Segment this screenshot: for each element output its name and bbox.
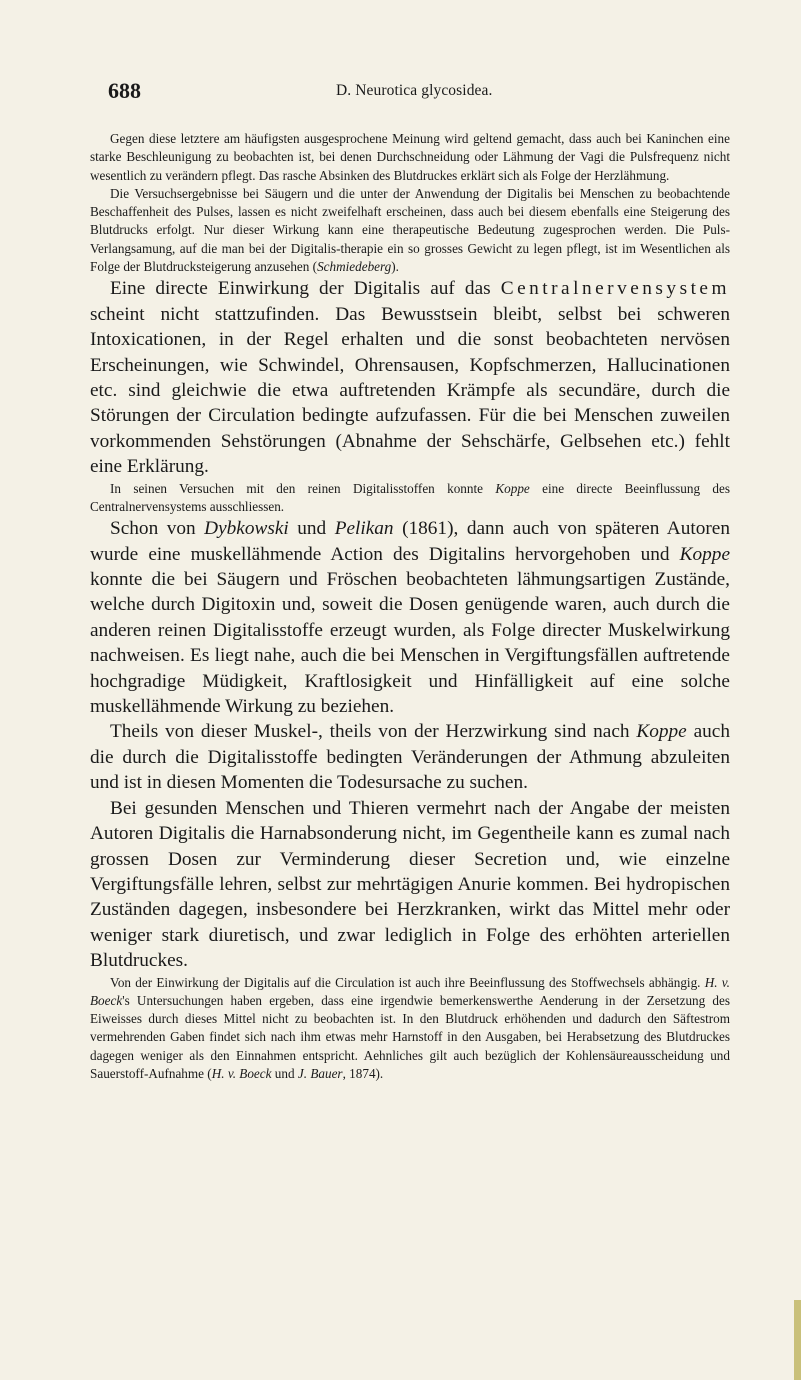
citation: H. v. Boeck <box>211 1066 272 1082</box>
page-header <box>108 78 728 108</box>
running-head: D. Neurotica glycosidea. <box>336 82 493 99</box>
text: konnte die bei Säugern und Fröschen beobachteten lähmungsartigen Zustände, welche durch Digitoxin und, soweit die Dosen genügende waren, auch durch die anderen reinen Digitalisstoffe erzeugt wurden, als Folge directer Muskelwirkung nachweisen. Es liegt nahe, auch die bei Menschen in Vergiftungsfällen auftretende hochgradige Müdigkeit, Kraftlosigkeit und Hinfälligkeit auf eine solche muskellähmende Wirkung zu beziehen. <box>90 569 730 718</box>
text: scheint nicht stattzufinden. Das Bewusstsein bleibt, selbst bei schweren Intoxicationen, in der Regel erhalten und die sonst beobachteten nervösen Erscheinungen, wie Schwindel, Ohrensausen, Kopfschmerzen, Hallucinationen etc. sind gleichwie die etwa auftretenden Krämpfe als secundäre, durch die Störungen der Circulation bedingte aufzufassen. Für die bei Menschen zuweilen vorkommenden Sehstörungen (Abnahme der Sehschärfe, Gelbsehen etc.) fehlt eine Erklärung. <box>90 303 730 478</box>
text: Die Versuchsergebnisse bei Säugern und die unter der Anwendung der Digitalis bei Menschen zu beobachtende Beschaffenheit des Pulses, lassen es nicht zweifelhaft erscheinen, dass auch bei diesem ebenfalls eine Steigerung des Blutdrucks erfolgt. Nur dieser Wirkung kann eine therapeutische Bedeutung zugesprochen werden. Die Puls-Verlangsamung, auf die man bei der Digitalis-therapie ein so grosses Gewicht zu legen pflegt, ist im Wesentlichen als Folge der Blutdrucksteigerung anzusehen ( <box>90 185 730 275</box>
page-edge-stain <box>794 1300 801 1380</box>
citation: Koppe <box>636 721 687 743</box>
text: , 1874). <box>342 1066 384 1082</box>
text: eine directe Beeinflussung des Centralnervensystems ausschliessen. <box>90 480 731 514</box>
text: Theils von dieser Muskel-, theils von der Herzwirkung sind nach <box>110 721 637 743</box>
citation: Dybkowski <box>204 518 289 540</box>
citation: Pelikan <box>334 518 394 540</box>
text: auch die durch die Digitalisstoffe bedingten Veränderungen der Athmung abzuleiten und ist in diesen Momenten die Todesursache zu suchen. <box>90 721 730 794</box>
paragraph-small-1 <box>90 130 730 185</box>
citation: Koppe <box>679 543 730 565</box>
text: und <box>271 1066 298 1082</box>
text: Gegen diese letztere am häufigsten ausgesprochene Meinung wird geltend gemacht, dass auch bei Kaninchen eine starke Beschleunigung zu beobachten ist, bei denen Durchschneidung oder Lähmung der Vagi die Pulsfrequenz nicht wesentlich zu verändern pflegt. Das rasche Absinken des Blutdruckes erklärt sich als Folge der Herzlähmung. <box>90 131 730 183</box>
citation: Koppe <box>495 480 530 496</box>
citation: J. Bauer <box>297 1066 343 1082</box>
text: Von der Einwirkung der Digitalis auf die Circulation ist auch ihre Beeinflussung des Stoffwechsels abhängig. <box>110 974 705 990</box>
paragraph-small-4 <box>90 974 730 1084</box>
paragraph-large-4 <box>90 796 730 974</box>
paragraph-large-2 <box>90 516 730 719</box>
paragraph-large-1 <box>90 276 730 479</box>
paragraph-large-3 <box>90 719 730 795</box>
citation: H. v. Boeck <box>90 974 730 1008</box>
text: Eine directe Einwirkung der Digitalis auf das <box>110 278 501 300</box>
text: (1861), dann auch von späteren Autoren wurde eine muskellähmende Action des Digitalins hervorgehoben und <box>90 518 730 565</box>
text: Bei gesunden Menschen und Thieren vermehrt nach der Angabe der meisten Autoren Digitalis die Harnabsonderung nicht, im Gegentheile kann es zumal nach grossen Dosen zur Verminderung dieser Secretion und, wie einzelne Vergiftungsfälle lehren, selbst zur mehrtägigen Anurie kommen. Bei hydropischen Zuständen dagegen, insbesondere bei Herzkranken, wirkt das Mittel mehr oder weniger stark diuretisch, und zwar lediglich in Folge des erhöhten arteriellen Blutdruckes. <box>90 797 730 972</box>
text: In seinen Versuchen mit den reinen Digitalisstoffen konnte <box>110 480 496 496</box>
text: Schon von <box>110 518 205 540</box>
page-number: 688 <box>108 78 141 103</box>
text: 's Untersuchungen haben ergeben, dass eine irgendwie bemerkenswerthe Aenderung in der Zersetzung des Eiweisses durch dieses Mittel nicht zu beobachten ist. In den Blutdruck erhöhenden und dadurch den Säftestrom vermehrenden Gaben findet sich nach ihm etwas mehr Harnstoff in den Ausgaben, bei Herabsetzung des Blutdruckes dagegen weniger als den Einnahmen entspricht. Aehnliches gilt auch bezüglich der Kohlensäureausscheidung und Sauerstoff-Aufnahme ( <box>90 992 730 1082</box>
paragraph-small-2 <box>90 185 730 276</box>
emphasis-spaced: Centralnervensystem <box>500 278 730 300</box>
citation: Schmiedeberg <box>317 259 392 275</box>
text: ). <box>391 259 399 275</box>
paragraph-small-3 <box>90 480 730 517</box>
text: und <box>288 518 335 540</box>
page-body <box>90 130 730 1083</box>
